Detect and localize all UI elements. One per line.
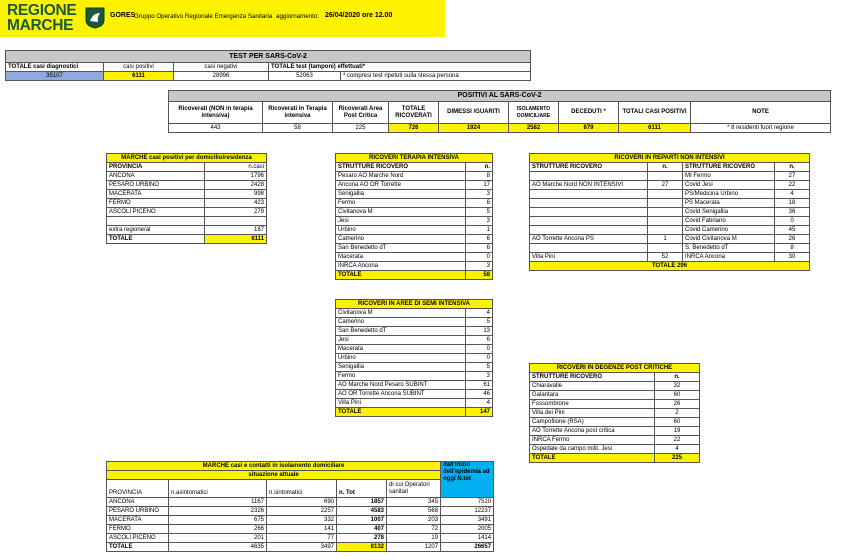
tests-value: 28996 <box>174 72 269 81</box>
crest-icon <box>85 7 105 29</box>
positivi-header: Ricoverati (NON in terapia intensiva) <box>169 102 263 124</box>
table-row: Urbino 1 <box>336 226 493 235</box>
logo-line1: REGIONE <box>7 2 77 19</box>
positivi-value: 225 <box>333 124 389 133</box>
table-row: AO Torrette Ancona post critica 19 <box>530 427 700 436</box>
table-row: PESARO URBINO 2428 <box>107 181 267 190</box>
table-row: INRCA Ancona 3 <box>336 262 493 271</box>
positivi-value: 2582 <box>509 124 559 133</box>
table-row: MI Fermo 27 <box>530 172 810 181</box>
marche-casi-col: PROVINCIA <box>107 163 205 172</box>
tests-value: 52063 <box>269 72 341 81</box>
table-row: Fossombrone 26 <box>530 400 700 409</box>
si-title: RICOVERI IN AREE DI SEMI INTENSIVA <box>336 300 493 309</box>
table-row: Camerino 6 <box>336 235 493 244</box>
table-row: Fermo 6 <box>336 199 493 208</box>
table-row: ANCONA 1796 <box>107 172 267 181</box>
table-row: Ancona AO OR Torrette 17 <box>336 181 493 190</box>
iso-header: n.sintomatici <box>267 480 337 498</box>
positivi-header: TOTALE RICOVERATI <box>389 102 439 124</box>
table-row: Covid Senigallia 36 <box>530 208 810 217</box>
table-row: AO Marche Nord Pesaro SUBINT 61 <box>336 381 493 390</box>
positivi-value: 443 <box>169 124 263 133</box>
table-row: San Benedetto dT 6 <box>336 244 493 253</box>
table-row: Macerata 0 <box>336 345 493 354</box>
table-row: Pesaro AO Marche Nord 8 <box>336 172 493 181</box>
table-row: AO Torrette Ancona PS 1 Covid Civitanova M 26 <box>530 235 810 244</box>
org-short: GORES <box>110 12 136 19</box>
header-banner <box>0 0 445 37</box>
table-row: Villa Pini 4 <box>336 399 493 408</box>
org-full: Gruppo Operativo Regionale Emergenza Sanitaria <box>134 13 273 20</box>
tests-table <box>5 50 531 81</box>
positivi-value: 1924 <box>439 124 509 133</box>
table-row: Civitanova M 5 <box>336 208 493 217</box>
ni-title: RICOVERI IN REPARTI NON INTENSIVI <box>530 154 810 163</box>
table-row <box>107 217 267 226</box>
iso-header: PROVINCIA <box>107 480 169 498</box>
table-row: PESARO URBINO 2326 2257 4583 568 12237 <box>107 507 494 516</box>
terapia-intensiva-table: RICOVERI TERAPIA INTENSIVA STRUTTURE RICOVERO n. Pesaro AO Marche Nord 8 Ancona AO OR Torrette 17 Senigallia 3 Fermo 6 Civitanova M 5 Jesi 3 Urbino 1 Camerino 6 San Benedetto dT 6 Macerata 0 INRCA Ancona 3 TOTALE 58 <box>335 153 493 280</box>
total-row: TOTALE 225 <box>530 454 700 463</box>
positivi-header: Ricoverati In Terapia intensiva <box>263 102 333 124</box>
tests-header: casi negativi <box>174 63 269 72</box>
marche-casi-table <box>106 153 267 244</box>
tests-title: TEST PER SARS-CoV-2 <box>6 51 531 63</box>
tests-note: * compresi test ripetuti sulla stessa persona <box>341 72 531 81</box>
table-row: extra regione/al 187 <box>107 226 267 235</box>
table-row: Jesi 3 <box>336 217 493 226</box>
total-row: TOTALE 4635 3497 8132 1207 26657 <box>107 543 494 552</box>
positivi-header: Ricoverati Area Post Critica <box>333 102 389 124</box>
table-row: Jesi 6 <box>336 336 493 345</box>
table-row: Senigallia 3 <box>336 190 493 199</box>
tests-value: 6111 <box>104 72 174 81</box>
tests-header: TOTALE casi diagnostici <box>6 63 104 72</box>
update-label: aggiornamento: <box>276 13 319 20</box>
positivi-value: 58 <box>263 124 333 133</box>
semi-intensiva-table <box>335 299 493 417</box>
table-row: PS Macerata 18 <box>530 199 810 208</box>
positivi-value: 6111 <box>619 124 691 133</box>
positivi-header: NOTE <box>691 102 831 124</box>
pc-title: RICOVERI IN DEGENZE POST CRITICHE <box>530 364 700 373</box>
non-intensivi-table: RICOVERI IN REPARTI NON INTENSIVI STRUTTURE RICOVERO n. STRUTTURE RICOVERO n. MI Fermo 27 AO Marche Nord NON INTENSIVI 27 Covid Jesi 22 PS/Medicina Urbino 4 PS Macerata 18 Covid Senigallia 36 Covid Fabriano 0 Covid Camerino 45 AO Torrette Ancona PS 1 Covid Civitanova M 26 S. Benedetto dT 8 Villa Pini 52 INRCA Ancona 30 TOTALE 296 <box>529 153 810 271</box>
table-row: Chiaravalle 32 <box>530 382 700 391</box>
logo-line2: MARCHE <box>7 17 74 34</box>
positivi-table <box>168 90 831 133</box>
marche-casi-title: MARCHE casi positivi per domicilio/residenza <box>107 154 267 163</box>
positivi-value: 879 <box>559 124 619 133</box>
update-value: 26/04/2020 ore 12.00 <box>325 12 393 19</box>
post-critiche-table: RICOVERI IN DEGENZE POST CRITICHE STRUTTURE RICOVERO n. Chiaravalle 32 Galantara 60 Fossombrone 26 Villa dei Pini 2 Campofilone (RSA) 60 AO Torrette Ancona post critica 19 INRCA Fermo 22 Ospedale da campo milit. Jesi 4 TOTALE 225 <box>529 363 700 463</box>
positivi-header: DECEDUTI * <box>559 102 619 124</box>
positivi-value: 726 <box>389 124 439 133</box>
table-row: Fermo 3 <box>336 372 493 381</box>
isolamento-table <box>106 461 494 552</box>
iso-title: MARCHE casi e contatti in isolamento domiciliare <box>107 462 441 471</box>
total-row: TOTALE 296 <box>530 262 810 271</box>
table-row: Villa Pini 52 INRCA Ancona 30 <box>530 253 810 262</box>
table-row: Ospedale da campo milit. Jesi 4 <box>530 445 700 454</box>
iso-header: n. Tot <box>337 480 387 498</box>
positivi-note: * 8 residenti fuori regione <box>691 124 831 133</box>
table-row: ANCONA 1167 690 1857 345 7510 <box>107 498 494 507</box>
ti-title: RICOVERI TERAPIA INTENSIVA <box>336 154 493 163</box>
tests-header: casi positivi <box>104 63 174 72</box>
table-row: Urbino 0 <box>336 354 493 363</box>
table-row: Galantara 60 <box>530 391 700 400</box>
table-row: MACERATA 998 <box>107 190 267 199</box>
table-row: MACERATA 675 332 1007 203 3491 <box>107 516 494 525</box>
iso-header: dall'inizio dell'epidemia ad oggi N.tot <box>441 462 494 498</box>
regione-marche-logo <box>5 2 105 35</box>
table-row: Covid Camerino 45 <box>530 226 810 235</box>
table-row: AO OR Torrette Ancona SUBINT 46 <box>336 390 493 399</box>
table-row: FERMO 423 <box>107 199 267 208</box>
table-row: Camerino 5 <box>336 318 493 327</box>
table-row: FERMO 266 141 407 72 2005 <box>107 525 494 534</box>
iso-header: di cui Operatori sanitari <box>387 480 441 498</box>
table-row: San Benedetto dT 13 <box>336 327 493 336</box>
table-row: S. Benedetto dT 8 <box>530 244 810 253</box>
iso-header: n.asintomatici <box>169 480 267 498</box>
tests-header: TOTALE test (tamponi) effettuati* <box>269 63 531 72</box>
iso-subtitle: situazione attuale <box>107 471 441 480</box>
total-row: TOTALE 6111 <box>107 235 267 244</box>
table-row: AO Marche Nord NON INTENSIVI 27 Covid Jesi 22 <box>530 181 810 190</box>
tests-value: 35107 <box>6 72 104 81</box>
positivi-header: DIMESSI /GUARITI <box>439 102 509 124</box>
table-row: INRCA Fermo 22 <box>530 436 700 445</box>
positivi-title: POSITIVI AL SARS-CoV-2 <box>169 91 831 102</box>
positivi-header: ISOLAMENTO DOMICILIARE <box>509 102 559 124</box>
table-row: Senigallia 5 <box>336 363 493 372</box>
table-row: PS/Medicina Urbino 4 <box>530 190 810 199</box>
table-row: Campofilone (RSA) 60 <box>530 418 700 427</box>
table-row: Covid Fabriano 0 <box>530 217 810 226</box>
table-row: Macerata 0 <box>336 253 493 262</box>
marche-casi-col: n.casi <box>205 163 267 172</box>
table-row: Civitanova M 4 <box>336 309 493 318</box>
table-row: ASCOLI PICENO 201 77 278 19 1414 <box>107 534 494 543</box>
total-row: TOTALE 147 <box>336 408 493 417</box>
total-row: TOTALE 58 <box>336 271 493 280</box>
table-row: Villa dei Pini 2 <box>530 409 700 418</box>
table-row: ASCOLI PICENO 279 <box>107 208 267 217</box>
positivi-header: TOTALI CASI POSITIVI <box>619 102 691 124</box>
